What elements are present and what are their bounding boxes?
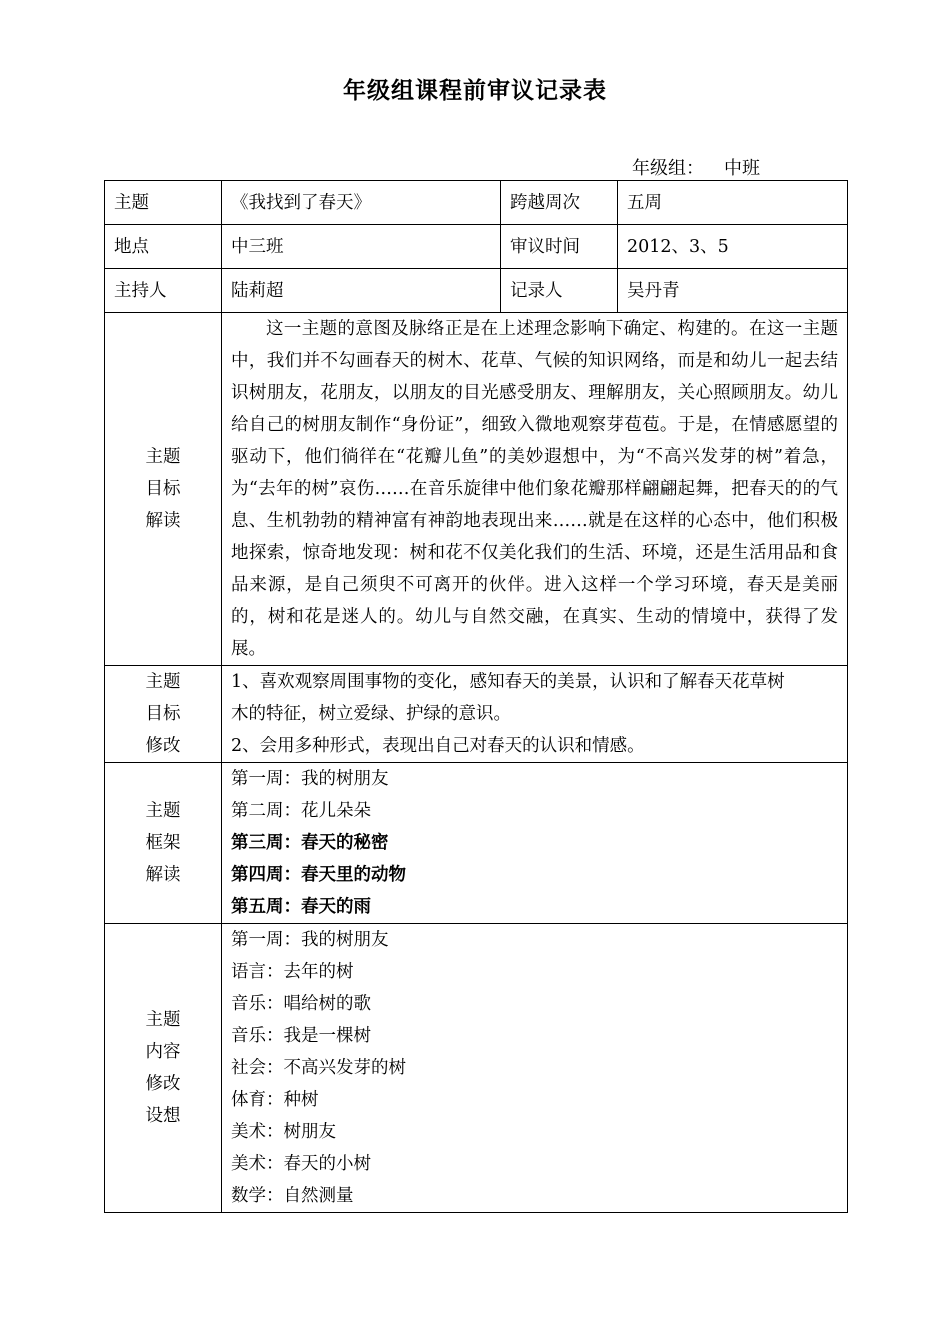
content-item: 数学：自然测量 (231, 1186, 354, 1206)
location-value: 中三班 (222, 225, 501, 269)
content-plan-label (105, 924, 222, 1213)
content-item: 音乐：我是一棵树 (231, 1026, 371, 1046)
label-line: 解读 (145, 865, 181, 885)
label-line: 主题 (145, 801, 181, 821)
goal-interpretation-label (105, 313, 222, 666)
grade-line (632, 154, 780, 181)
label-line: 修改 (145, 736, 181, 756)
week-item: 第五周：春天的雨 (231, 897, 371, 917)
week-item: 第一周：我的树朋友 (231, 769, 389, 789)
content-item: 社会：不高兴发芽的树 (231, 1058, 406, 1078)
page-title: 年级组课程前审议记录表 (343, 77, 607, 104)
review-time-value: 2012、3、5 (618, 225, 848, 269)
content-item: 语言：去年的树 (231, 962, 354, 982)
goal-revision-label (105, 666, 222, 763)
row-framework (105, 763, 848, 924)
content-item: 第一周：我的树朋友 (231, 930, 389, 950)
record-table (104, 180, 848, 1213)
grade-value: 中班 (704, 158, 780, 181)
row-location (105, 225, 848, 269)
recorder-label: 记录人 (501, 269, 618, 313)
goal-line: 2、会用多种形式，表现出自己对春天的认识和情感。 (231, 736, 645, 756)
goal-revision-content (222, 666, 848, 763)
label-line: 主题 (145, 1010, 181, 1030)
framework-label (105, 763, 222, 924)
label-line: 设想 (145, 1106, 181, 1126)
row-goal-revision (105, 666, 848, 763)
label-line: 主题 (145, 672, 181, 692)
label-line: 目标 (145, 479, 181, 499)
week-item: 第四周：春天里的动物 (231, 865, 406, 885)
framework-content (222, 763, 848, 924)
week-item: 第二周：花儿朵朵 (231, 801, 371, 821)
week-item: 第三周：春天的秘密 (231, 833, 389, 853)
location-label: 地点 (105, 225, 222, 269)
label-line: 目标 (145, 704, 181, 724)
row-goal-interpretation (105, 313, 848, 666)
label-line: 主题 (145, 447, 181, 467)
goal-interpretation-text: 这一主题的意图及脉络正是在上述理念影响下确定、构建的。在这一主题中，我们并不勾画春天的树木、花草、气候的知识网络，而是和幼儿一起去结识树朋友，花朋友，以朋友的目光感受朋友、理解朋友，关心照顾朋友。幼儿给自己的树朋友制作“身份证”，细致入微地观察芽苞苞。于是，在情感愿望的驱动下，他们徜徉在“花瓣儿鱼”的美妙遐想中，为“不高兴发芽的树”着急，为“去年的树”哀伤……在音乐旋律中他们象花瓣那样翩翩起舞，把春天的的气息、生机勃勃的精神富有神韵地表现出来……就是在这样的心态中，他们积极地探索，惊奇地发现：树和花不仅美化我们的生活、环境，还是生活用品和食品来源，是自己须臾不可离开的伙伴。进入这样一个学习环境，春天是美丽的，树和花是迷人的。幼儿与自然交融，在真实、生动的情境中，获得了发展。 (222, 313, 848, 666)
content-item: 美术：树朋友 (231, 1122, 336, 1142)
content-plan-list (222, 924, 848, 1213)
row-content-plan (105, 924, 848, 1213)
grade-label: 年级组： (632, 158, 704, 179)
row-theme (105, 181, 848, 225)
recorder-value: 吴丹青 (618, 269, 848, 313)
host-label: 主持人 (105, 269, 222, 313)
weeks-label: 跨越周次 (501, 181, 618, 225)
goal-line: 1、喜欢观察周围事物的变化，感知春天的美景，认识和了解春天花草树 (231, 672, 785, 692)
review-time-label: 审议时间 (501, 225, 618, 269)
label-line: 修改 (145, 1074, 181, 1094)
label-line: 解读 (145, 511, 181, 531)
goal-line: 木的特征，树立爱绿、护绿的意识。 (231, 704, 511, 724)
row-host (105, 269, 848, 313)
content-item: 音乐：唱给树的歌 (231, 994, 371, 1014)
content-item: 美术：春天的小树 (231, 1154, 371, 1174)
label-line: 框架 (145, 833, 181, 853)
label-line: 内容 (145, 1042, 181, 1062)
weeks-value: 五周 (618, 181, 848, 225)
theme-label: 主题 (105, 181, 222, 225)
host-value: 陆莉超 (222, 269, 501, 313)
content-item: 体育：种树 (231, 1090, 319, 1110)
theme-value: 《我找到了春天》 (222, 181, 501, 225)
